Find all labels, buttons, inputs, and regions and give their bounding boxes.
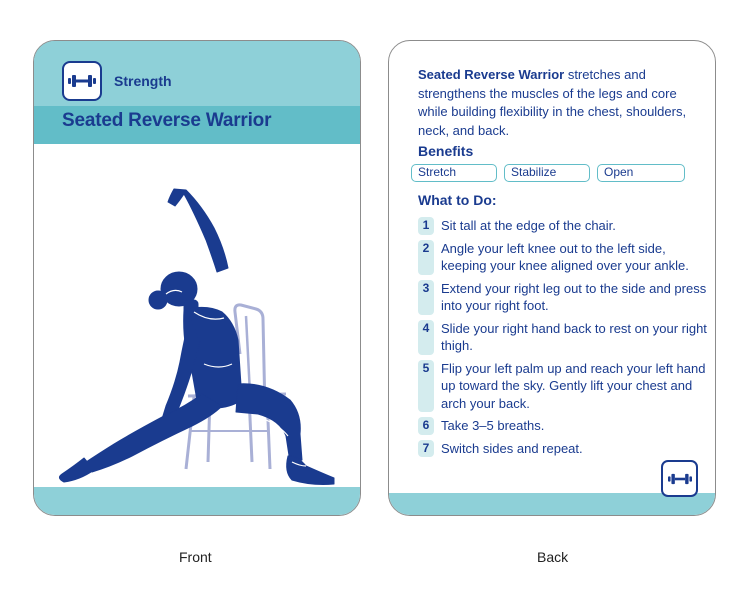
- front-caption: Front: [179, 549, 212, 565]
- step-item: [418, 440, 708, 458]
- step-number: 2: [418, 240, 434, 275]
- step-number: 6: [418, 417, 434, 435]
- step-number: 4: [418, 320, 434, 355]
- step-item: [418, 280, 708, 315]
- step-number: 3: [418, 280, 434, 315]
- back-card: [388, 40, 716, 516]
- step-item: [418, 240, 708, 275]
- step-text: Take 3–5 breaths.: [441, 418, 545, 433]
- step-text: Switch sides and repeat.: [441, 440, 583, 456]
- step-item: [418, 417, 708, 435]
- category-label: Strength: [114, 73, 172, 89]
- benefit-tag: Stabilize: [504, 164, 590, 182]
- step-number: 7: [418, 440, 434, 458]
- benefits-heading: Benefits: [418, 143, 474, 159]
- step-item: [418, 217, 708, 235]
- dumbbell-icon: [668, 473, 692, 485]
- step-item: [418, 360, 708, 413]
- benefits-list: [411, 164, 685, 182]
- benefit-tag: Open: [597, 164, 685, 182]
- intro-description: stretches and strengthens the muscles of the legs and core while building flexibility in the chest, shoulders, neck, and back.: [418, 67, 687, 138]
- dumbbell-icon: [68, 74, 96, 88]
- front-card: [33, 40, 361, 516]
- front-footer: [34, 487, 360, 515]
- intro-paragraph: [418, 66, 703, 140]
- step-text: Flip your left palm up and reach your left hand up toward the sky. Gently lift your chest and arch your back.: [441, 360, 706, 411]
- strength-badge: [62, 61, 102, 101]
- step-text: Sit tall at the edge of the chair.: [441, 218, 616, 233]
- step-item: [418, 320, 708, 355]
- card-title: Seated Reverse Warrior: [62, 110, 272, 131]
- steps-heading: What to Do:: [418, 192, 497, 208]
- strength-badge: [661, 460, 698, 497]
- benefit-tag: Stretch: [411, 164, 497, 182]
- intro-pose-name: Seated Reverse Warrior: [418, 67, 565, 82]
- step-text: Slide your right hand back to rest on your right thigh.: [441, 320, 707, 353]
- step-text: Extend your right leg out to the side and press into your right foot.: [441, 280, 707, 313]
- step-number: 1: [418, 217, 434, 235]
- steps-list: [418, 217, 708, 462]
- figure-silhouette: [59, 189, 334, 485]
- back-caption: Back: [537, 549, 569, 565]
- step-text: Angle your left knee out to the left side, keeping your knee aligned over your ankle.: [441, 240, 689, 273]
- step-number: 5: [418, 360, 434, 413]
- pose-illustration: [34, 144, 361, 489]
